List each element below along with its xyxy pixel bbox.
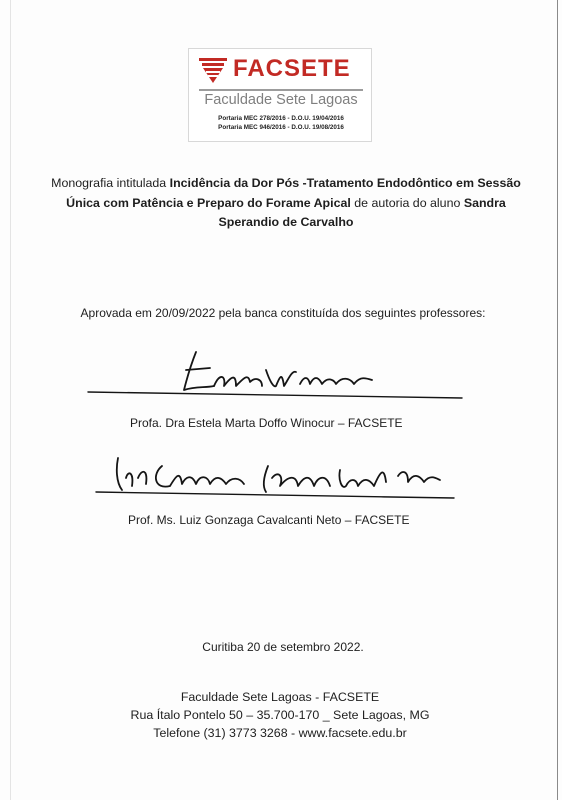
logo-subtitle: Faculdade Sete Lagoas [204,92,358,108]
committee-member-2: Prof. Ms. Luiz Gonzaga Cavalcanti Neto – FACSETE [128,513,410,527]
logo-portaria-1: Portaria MEC 278/2016 - D.O.U. 19/04/2016 [218,115,344,122]
logo-name: FACSETE [233,55,351,82]
logo-portaria-2: Portaria MEC 946/2016 - D.O.U. 19/08/2016 [218,124,344,131]
footer-institution: Faculdade Sete Lagoas - FACSETE [180,690,380,704]
monograph-author: Sandra Sperandio de Carvalho [218,195,506,229]
monograph-title: Incidência da Dor Pós -Tratamento Endodôntico em Sessão Única com Patência e Preparo do Forame Apical [66,176,521,210]
monograph-middle: de autoria do aluno [354,195,461,210]
city-date: Curitiba 20 de setembro 2022. [202,640,364,654]
footer-phone-web: Telefone (31) 3773 3268 - www.facsete.edu.br [153,726,407,740]
footer-address: Rua Ítalo Pontelo 50 – 35.700-170 _ Sete Lagoas, MG [130,708,430,722]
monograph-prefix: Monografia intitulada [51,176,167,190]
signature-luiz-gonzaga [96,458,454,498]
committee-member-1: Profa. Dra Estela Marta Doffo Winocur – FACSETE [130,416,403,430]
approval-statement: Aprovada em 20/09/2022 pela banca constituída dos seguintes professores: [80,306,486,320]
signature-estela-winocur [88,352,462,398]
